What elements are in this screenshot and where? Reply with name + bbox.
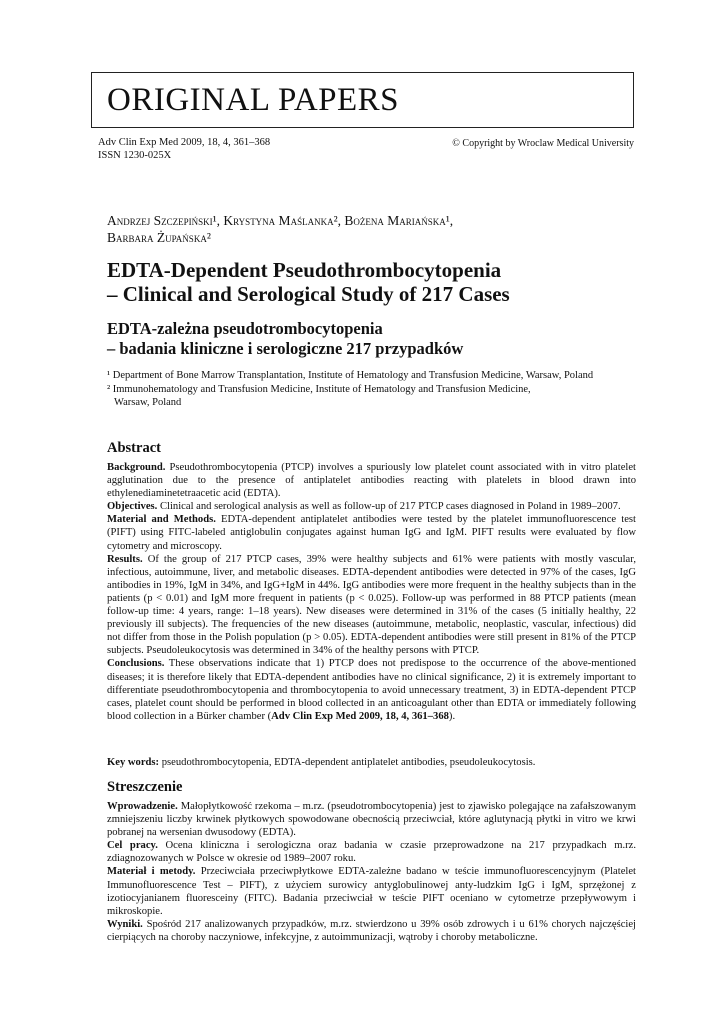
title-english-line-1: EDTA-Dependent Pseudothrombocytopenia: [107, 258, 502, 282]
affiliation-2-cont: Warsaw, Poland: [114, 397, 182, 408]
abstract-objectives: Objectives. Clinical and serological analysis as well as follow-up of 217 PTCP cases diagnosed in Poland in 1989–2007.: [107, 501, 621, 513]
authors-line-2: Barbara Żupańska²: [107, 230, 211, 245]
section-heading: ORIGINAL PAPERS: [107, 82, 400, 118]
streszczenie-heading: Streszczenie: [107, 779, 183, 795]
abstract-background: Background. Pseudothrombocytopenia (PTCP) involves a spuriously low platelet count associated with in vitro platelet agglutination due to the presence of antiplatelet antibodies reacting with platelets in blood drawn into ethylenediaminetetraacetic acid (EDTA).: [107, 462, 636, 500]
journal-citation: Adv Clin Exp Med 2009, 18, 4, 361–368: [98, 137, 271, 148]
streszczenie-wyniki: Wyniki. Spośród 217 analizowanych przypadków, m.rz. stwierdzono u 39% osób zdrowych i u 61% chorych najczęściej cierpiących na choroby naczyniowe, infekcyjne, z autoimmunizacji, wątroby i choroby metaboliczne.: [107, 918, 636, 943]
abstract-heading: Abstract: [107, 440, 161, 456]
title-english: [107, 258, 510, 306]
authors-line-1: Andrzej Szczepiński¹, Krystyna Maślanka², Bożena Mariańska¹,: [107, 213, 454, 228]
title-english-line-2: – Clinical and Serological Study of 217 Cases: [107, 282, 510, 306]
keywords: Key words: pseudothrombocytopenia, EDTA-dependent antiplatelet antibodies, pseudoleukocytosis.: [107, 757, 536, 768]
abstract-methods: Material and Methods. EDTA-dependent antiplatelet antibodies were tested by the platelet immunofluorescence test (PIFT) using FITC-labeled antiglobulin conjugates against human IgG and IgM. PIFT results were evaluated by flow cytometry and microscopy.: [107, 514, 636, 552]
streszczenie-wprowadzenie: Wprowadzenie. Małopłytkowość rzekoma – m.rz. (pseudotrombocytopenia) jest to zjawisko polegające na zafałszowanym zmniejszeniu liczby krwinek płytkowych spowodowane obecnością przeciwciał, które aglutynacją płytki in vitro we krwi pobranej na wersenian dwusodowy (EDTA).: [107, 801, 636, 839]
issn: ISSN 1230-025X: [98, 150, 172, 161]
streszczenie-body: [107, 800, 636, 944]
title-polish-line-1: EDTA-zależna pseudotrombocytopenia: [107, 319, 383, 338]
title-polish-line-2: – badania kliniczne i serologiczne 217 przypadków: [107, 339, 464, 358]
affiliations: [107, 369, 637, 410]
streszczenie-material: Materiał i metody. Przeciwciała przeciwpłytkowe EDTA-zależne badano w teście immunofluorescencyjnym (Platelet Immunofluorescence Test – PIFT), z użyciem surowicy antyglobulinowej anty-ludzkim IgG i IgM, sprzężonej z izotiocyjanianem fluoresceiny (FITC). Badania przeciwciał w teście PIFT oceniano w cytometrze przepływowym i mikroskopie.: [107, 866, 636, 917]
title-polish: [107, 319, 463, 359]
streszczenie-cel: Cel pracy. Ocena kliniczna i serologiczna oraz badania w czasie przeprowadzone na 217 przypadkach m.rz. zdiagnozowanych w Polsce w okresie od 1989–2007 roku.: [107, 840, 636, 865]
abstract-conclusions: Conclusions. These observations indicate that 1) PTCP does not predispose to the occurrence of the above-mentioned diseases; it is therefore likely that EDTA-dependent antibodies have no clinical significance, 2) it is extremely important to differentiate pseudothrombocytopenia and thrombocytopenia to avoid unnecessary treatment, 3) in EDTA-dependent PTCP cases, platelet count should be performed in blood collected in an anticoagulant other than EDTA or immediately following blood collection in a Bürker chamber (Adv Clin Exp Med 2009, 18, 4, 361–368).: [107, 658, 636, 722]
affiliation-1: ¹ Department of Bone Marrow Transplantation, Institute of Hematology and Transfusion Medicine, Warsaw, Poland: [107, 370, 594, 381]
authors: [107, 212, 453, 246]
abstract-body: [107, 461, 636, 723]
copyright: © Copyright by Wroclaw Medical University: [452, 138, 634, 149]
affiliation-2: ² Immunohematology and Transfusion Medicine, Institute of Hematology and Transfusion Medicine,: [107, 383, 531, 395]
abstract-results: Results. Of the group of 217 PTCP cases, 39% were healthy subjects and 61% were patients with mostly vascular, infectious, autoimmune, liver, and metabolic diseases. EDTA-dependent antibodies were detected in 97% of the cases, IgG antibodies in 19%, IgM in 34%, and IgG+IgM in 44%. IgG antibodies were more frequent in the healthy subjects than in the patients (p < 0.01) and IgM more frequent in patients (p < 0.025). Follow-up was performed in 88 PTCP patients (mean follow-up time: 4 years, range: 1–18 years). New diseases were determined in 31% of the cases (5 initially healthy, 22 previously ill subjects). The frequencies of the new diseases (autoimmune, metabolic, neoplastic, vascular, infectious) did not differ from those in the Polish population (p > 0.05). EDTA-dependent antibodies were still present in 81% of the PTCP subjects. Pseudoleukocytosis was determined in 34% of the healthy persons with PTCP.: [107, 553, 636, 657]
journal-info: [98, 136, 270, 162]
